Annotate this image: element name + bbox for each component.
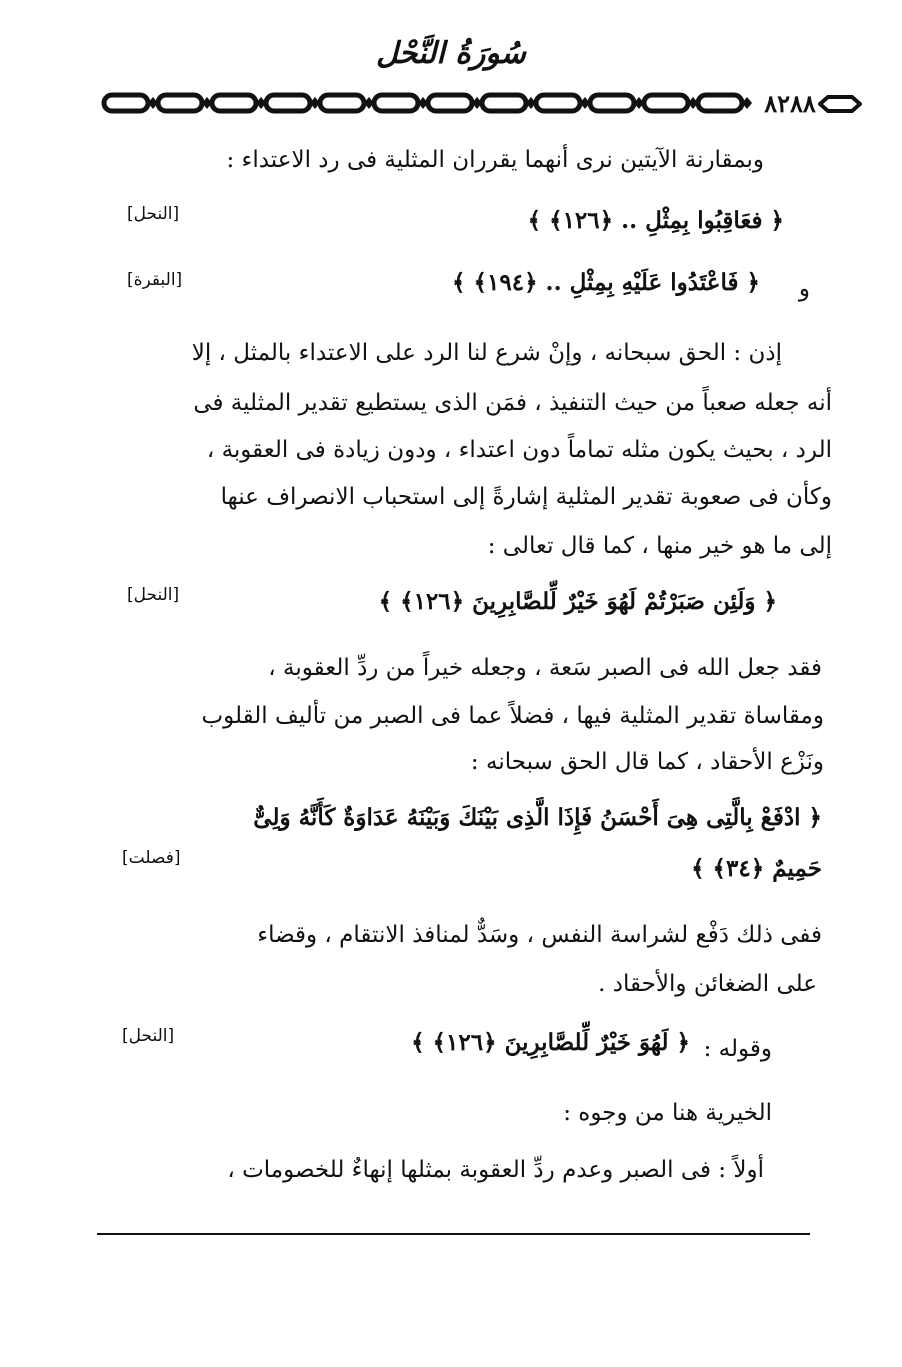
body-line: وبمقارنة الآيتين نرى أنهما يقرران المثلية فى رد الاعتداء : — [226, 147, 764, 173]
chain-ornament — [100, 88, 760, 118]
verse-reference: [النحل] — [127, 585, 180, 605]
body-line: أولاً : فى الصبر وعدم ردِّ العقوبة بمثلها إنهاءٌ للخصومات ، — [227, 1157, 764, 1183]
body-line: أنه جعله صعباً من حيث التنفيذ ، فمَن الذى يستطيع تقدير المثلية فى — [193, 390, 832, 416]
verse-reference: [النحل] — [122, 1026, 175, 1046]
body-line: على الضغائن والأحقاد . — [598, 971, 817, 997]
body-line: ففى ذلك دَفْع لشراسة النفس ، وسَدٌّ لمنافذ الانتقام ، وقضاء — [257, 922, 822, 948]
body-line: ونَزْع الأحقاد ، كما قال الحق سبحانه : — [470, 749, 824, 775]
footer-rule — [97, 1233, 810, 1235]
body-line: إذن : الحق سبحانه ، وإنْ شرع لنا الرد على الاعتداء بالمثل ، إلا — [191, 340, 782, 366]
quran-verse: ﴿ ادْفَعْ بِالَّتِى هِىَ أَحْسَنُ فَإِذَا الَّذِى بَيْنَكَ وَبَيْنَهُ عَدَاوَةٌ كَأَنَّهُ وَلِىٌّ — [253, 804, 822, 831]
verse-reference: [النحل] — [127, 204, 180, 224]
verse-reference: [البقرة] — [127, 270, 183, 290]
quran-verse: ﴿ وَلَئِن صَبَرْتُمْ لَهُوَ خَيْرٌ لِّلصَّابِرِينَ ﴿١٢٦﴾ ﴾ — [378, 588, 777, 615]
body-line: إلى ما هو خير منها ، كما قال تعالى : — [487, 533, 832, 559]
page-number: ٨٢٨٨ — [764, 89, 816, 118]
body-line: الخيرية هنا من وجوه : — [563, 1100, 772, 1126]
body-line: وكأن فى صعوبة تقدير المثلية إشارةً إلى استحباب الانصراف عنها — [220, 484, 832, 510]
chain-end-ornament — [818, 94, 862, 114]
verse-intro: وقوله : — [703, 1036, 772, 1062]
quran-verse: ﴿ فَاعْتَدُوا عَلَيْهِ بِمِثْلِ .. ﴿١٩٤﴾ ﴾ — [452, 269, 760, 296]
verse-reference: [فصلت] — [122, 848, 181, 868]
quran-verse: ﴿ لَهُوَ خَيْرٌ لِّلصَّابِرِينَ ﴿١٢٦﴾ ﴾ — [411, 1029, 690, 1056]
body-line: فقد جعل الله فى الصبر سَعة ، وجعله خيراً من ردِّ العقوبة ، — [268, 655, 822, 681]
surah-title: سُورَةُ النَّحْل — [376, 36, 526, 71]
quran-verse: ﴿ فعَاقِبُوا بِمِثْلِ .. ﴿١٢٦﴾ ﴾ — [527, 207, 784, 234]
body-line: ومقاساة تقدير المثلية فيها ، فضلاً عما فى الصبر من تأليف القلوب — [201, 703, 824, 729]
verse-conjunction: و — [798, 276, 810, 302]
body-line: الرد ، بحيث يكون مثله تماماً دون اعتداء ، ودون زيادة فى العقوبة ، — [206, 437, 832, 463]
quran-verse: حَمِيمٌ ﴿٣٤﴾ ﴾ — [691, 855, 822, 882]
